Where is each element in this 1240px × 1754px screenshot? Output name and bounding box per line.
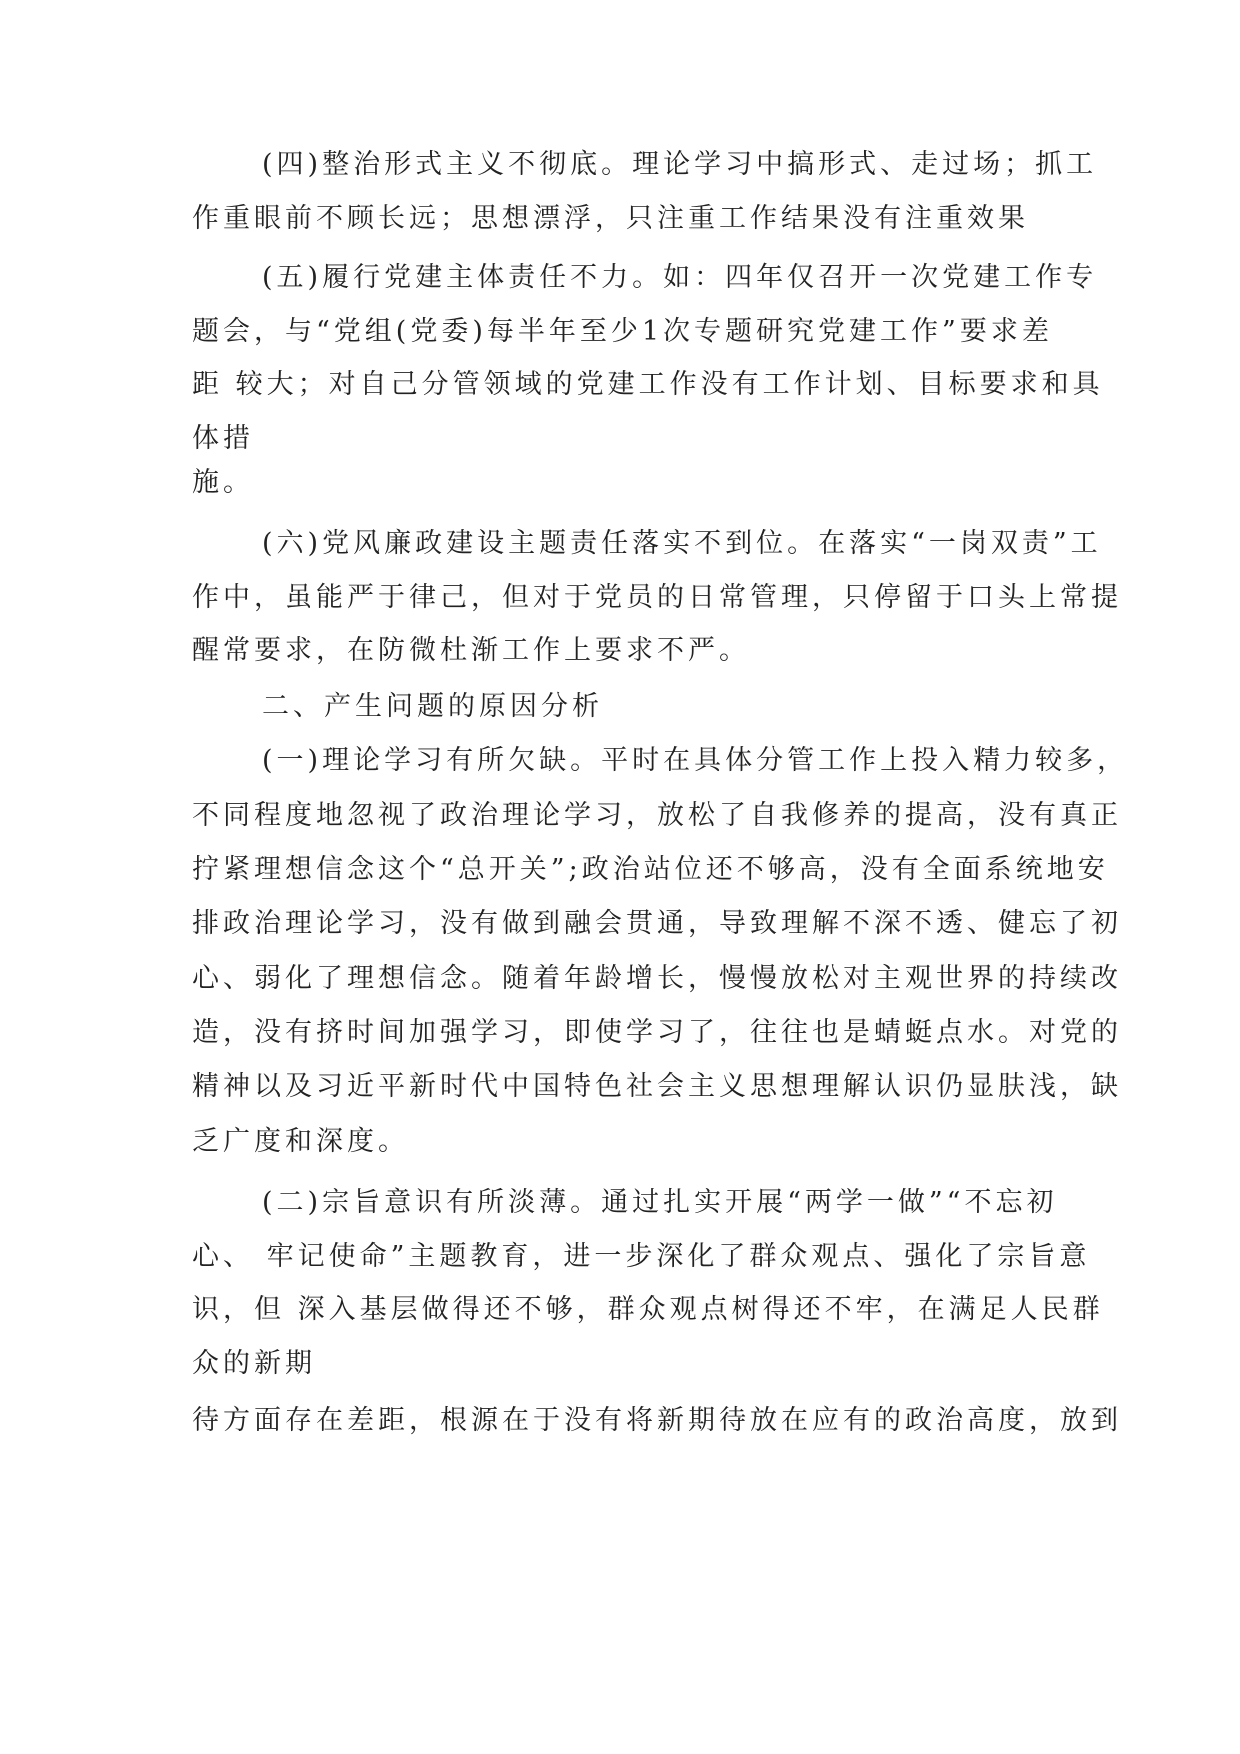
paragraph-a-line-3: 拧紧理想信念这个“总开关”;政治站位还不够高，没有全面系统地安 — [192, 854, 1109, 885]
paragraph-5-line-1: (五)履行党建主体责任不力。如：四年仅召开一次党建工作专 — [262, 262, 1098, 293]
paragraph-b-line-1: (二)宗旨意识有所淡薄。通过扎实开展“两学一做”“不忘初 — [262, 1187, 1058, 1218]
paragraph-b-line-5: 待方面存在差距，根源在于没有将新期待放在应有的政治高度，放到 — [192, 1405, 1122, 1436]
paragraph-5-line-5: 施。 — [192, 467, 254, 498]
paragraph-4-line-1: (四)整治形式主义不彻底。理论学习中搞形式、走过场；抓工 — [262, 149, 1098, 180]
paragraph-a-line-7: 精神以及习近平新时代中国特色社会主义思想理解认识仍显肤浅，缺 — [192, 1071, 1122, 1102]
paragraph-a-line-8: 乏广度和深度。 — [192, 1126, 409, 1157]
paragraph-6-line-2: 作中，虽能严于律己，但对于党员的日常管理，只停留于口头上常提 — [192, 582, 1122, 613]
paragraph-b-line-3: 识，但 深入基层做得还不够，群众观点树得还不牢，在满足人民群 — [192, 1294, 1104, 1325]
paragraph-a-line-4: 排政治理论学习，没有做到融会贯通，导致理解不深不透、健忘了初 — [192, 908, 1122, 939]
paragraph-a-line-6: 造，没有挤时间加强学习，即使学习了，往往也是蜻蜓点水。对党的 — [192, 1017, 1122, 1048]
paragraph-5-line-4: 体措 — [192, 423, 254, 454]
paragraph-a-line-1: (一)理论学习有所欠缺。平时在具体分管工作上投入精力较多， — [262, 745, 1129, 776]
paragraph-5-line-2: 题会，与“党组(党委)每半年至少1次专题研究党建工作”要求差 — [192, 316, 1053, 347]
paragraph-a-line-5: 心、弱化了理想信念。随着年龄增长，慢慢放松对主观世界的持续改 — [192, 963, 1122, 994]
paragraph-5-line-3: 距 较大；对自己分管领域的党建工作没有工作计划、目标要求和具 — [192, 369, 1104, 400]
paragraph-b-line-4: 众的新期 — [192, 1348, 316, 1379]
section-heading: 二、产生问题的原因分析 — [262, 691, 603, 722]
paragraph-6-line-1: (六)党风廉政建设主题责任落实不到位。在落实“一岗双责”工 — [262, 528, 1102, 559]
paragraph-a-line-2: 不同程度地忽视了政治理论学习，放松了自我修养的提高，没有真正 — [192, 800, 1122, 831]
paragraph-6-line-3: 醒常要求，在防微杜渐工作上要求不严。 — [192, 635, 750, 666]
paragraph-4-line-2: 作重眼前不顾长远；思想漂浮，只注重工作结果没有注重效果 — [192, 203, 1029, 234]
paragraph-b-line-2: 心、 牢记使命”主题教育，进一步深化了群众观点、强化了宗旨意 — [192, 1241, 1091, 1272]
